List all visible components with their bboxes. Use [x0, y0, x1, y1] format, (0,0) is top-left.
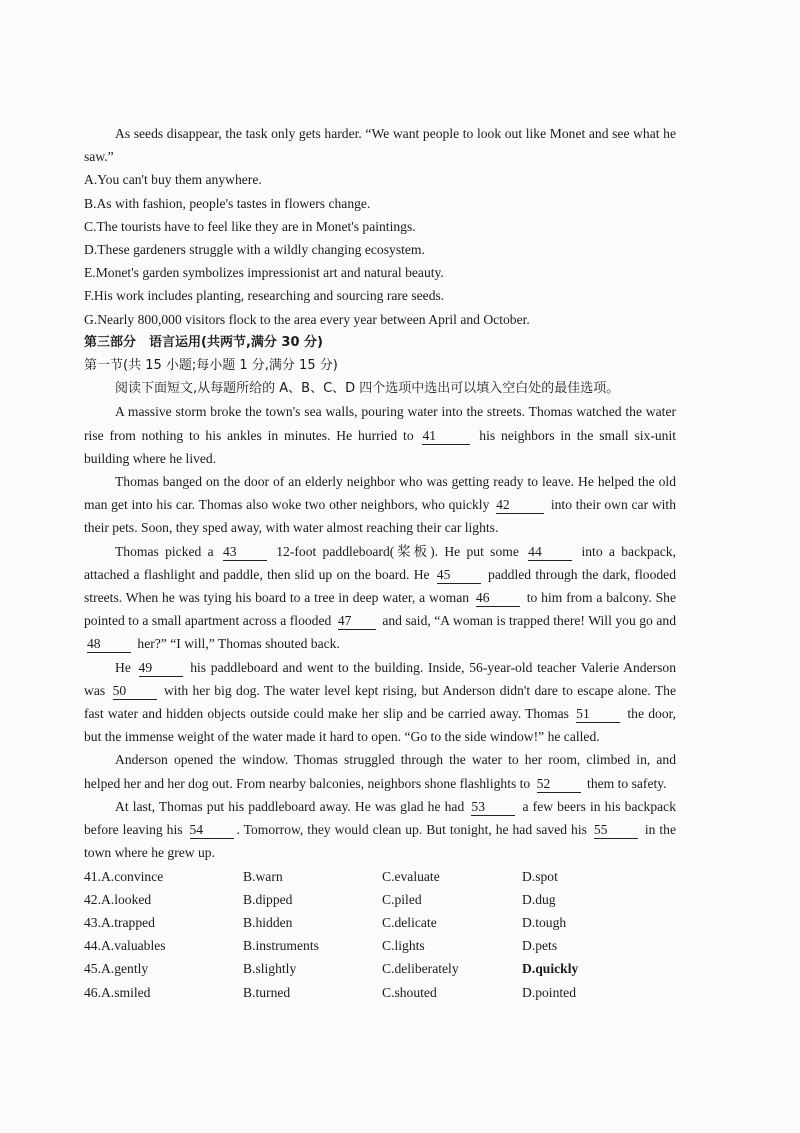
passage-paragraph-3 — [84, 540, 676, 656]
blank-54: 54 — [190, 821, 234, 839]
blank-44: 44 — [528, 543, 572, 561]
reading-paragraph: As seeds disappear, the task only gets harder. “We want people to look out like Monet and see what he saw.” — [84, 126, 676, 165]
choice-option-a: 46.A.smiled — [84, 984, 151, 1000]
choice-row-45 — [84, 957, 676, 980]
choice-row-43 — [84, 911, 676, 934]
choice-option-c: C.shouted — [382, 984, 437, 1000]
choice-option-d: D.pointed — [522, 984, 576, 1000]
choice-option-a: 42.A.looked — [84, 891, 152, 907]
passage-text: Anderson opened the window. Thomas struggled through the water to her room, climbed in, and helped her and her dog out. From nearby balconies, neighbors shone flashlights to — [84, 752, 676, 791]
passage-text: He — [115, 659, 131, 675]
blank-45: 45 — [437, 566, 481, 584]
passage-text: the door, but the immense weight of the water made it hard to open. “Go to the side window!” he called. — [84, 706, 677, 745]
reading-option-g: G.Nearly 800,000 visitors flock to the area every year between April and October. — [84, 311, 530, 327]
passage-text: At last, Thomas put his paddleboard away. He was glad he had — [115, 798, 465, 814]
passage-paragraph-4 — [84, 656, 676, 749]
choice-option-c: C.delicate — [382, 914, 437, 930]
reading-option-b: B.As with fashion, people's tastes in flowers change. — [84, 195, 371, 211]
passage-text: them to safety. — [587, 775, 667, 791]
passage-text: Thomas picked a — [115, 543, 214, 559]
passage-paragraph-2 — [84, 470, 676, 540]
cloze-instruction: 阅读下面短文,从每题所给的 A、B、C、D 四个选项中选出可以填入空白处的最佳选项。 — [115, 381, 620, 397]
blank-46: 46 — [476, 589, 520, 607]
choice-option-a: 43.A.trapped — [84, 914, 155, 930]
part3-heading: 第三部分 语言运用(共两节,满分 30 分) — [84, 334, 323, 350]
passage-text: his neighbors in the small six-unit building where he lived. — [84, 427, 677, 466]
blank-47: 47 — [338, 612, 376, 630]
passage-text: 12-foot paddleboard(桨板). He put some — [276, 543, 519, 559]
passage-text: his paddleboard and went to the building. Inside, 56-year-old teacher Valerie Anderson was — [84, 659, 677, 698]
reading-option-a: A.You can't buy them anywhere. — [84, 172, 262, 188]
choice-option-a: 45.A.gently — [84, 961, 149, 977]
choice-option-a: 41.A.convince — [84, 868, 164, 884]
reading-option-c: C.The tourists have to feel like they are in Monet's paintings. — [84, 218, 416, 234]
choice-option-a: 44.A.valuables — [84, 938, 166, 954]
passage-text: a few beers in his backpack before leaving his — [84, 798, 676, 838]
blank-42: 42 — [496, 496, 544, 514]
passage-text: and said, “A woman is trapped there! Will you go and — [382, 613, 676, 629]
reading-options — [84, 168, 676, 330]
choice-option-d: D.pets — [522, 938, 558, 954]
passage-text: her?” “I will,” Thomas shouted back. — [137, 636, 340, 652]
reading-option-d: D.These gardeners struggle with a wildly changing ecosystem. — [84, 242, 425, 258]
blank-48: 48 — [87, 635, 131, 653]
choice-row-44 — [84, 934, 676, 957]
choice-option-c: C.piled — [382, 891, 422, 907]
choice-row-42 — [84, 888, 676, 911]
reading-option-e: E.Monet's garden symbolizes impressionist art and natural beauty. — [84, 265, 444, 281]
choice-option-b: B.dipped — [243, 891, 293, 907]
blank-52: 52 — [537, 775, 581, 793]
blank-41: 41 — [422, 427, 470, 445]
choice-row-41 — [84, 865, 676, 888]
choice-option-c: C.deliberately — [382, 961, 459, 977]
blank-50: 50 — [113, 682, 157, 700]
passage-text: with her big dog. The water level kept rising, but Anderson didn't dare to escape alone. The fast water and hidden objects outside could make her slip and be carried away. Thomas — [84, 682, 676, 722]
choice-option-b: B.turned — [243, 984, 291, 1000]
choice-option-b: B.slightly — [243, 961, 297, 977]
blank-49: 49 — [139, 659, 183, 677]
reading-option-f: F.His work includes planting, researching and sourcing rare seeds. — [84, 288, 445, 304]
choice-row-46 — [84, 981, 676, 1004]
choice-option-c: C.evaluate — [382, 868, 440, 884]
passage-text: A massive storm broke the town's sea walls, pouring water into the streets. Thomas watched the water rise from nothing to his ankles in minutes. He hurried to — [84, 404, 676, 443]
passage-paragraph-5 — [84, 748, 676, 794]
choice-option-d: D.spot — [522, 868, 558, 884]
choice-option-b: B.warn — [243, 868, 283, 884]
choice-option-b: B.instruments — [243, 938, 319, 954]
blank-43: 43 — [223, 543, 267, 561]
passage-text: . Tomorrow, they would clean up. But tonight, he had saved his — [236, 822, 587, 838]
blank-53: 53 — [471, 798, 515, 816]
page-content — [84, 122, 676, 1004]
answer-choices — [84, 865, 676, 1004]
blank-55: 55 — [594, 821, 638, 839]
passage-text: in the town where he grew up. — [84, 822, 676, 861]
section1-heading: 第一节(共 15 小题;每小题 1 分,满分 15 分) — [84, 358, 338, 374]
passage-text: into a backpack, attached a flashlight and paddle, then slid up on the board. He — [84, 543, 676, 582]
choice-option-c: C.lights — [382, 938, 425, 954]
passage-text: into their own car with their pets. Soon, they sped away, with water almost reaching their car lights. — [84, 497, 676, 536]
choice-option-d: D.dug — [522, 891, 556, 907]
passage-text: Thomas banged on the door of an elderly neighbor who was getting ready to leave. He helped the old man get into his car. Thomas also woke two other neighbors, who quickly — [84, 474, 676, 513]
passage-text: to him from a balcony. She pointed to a small apartment across a flooded — [84, 590, 677, 629]
passage-text: paddled through the dark, flooded streets. When he was tying his board to a tree in deep water, a woman — [84, 566, 676, 606]
blank-51: 51 — [576, 705, 620, 723]
passage-paragraph-6 — [84, 795, 676, 865]
choice-option-b: B.hidden — [243, 914, 293, 930]
choice-option-d: D.quickly — [522, 961, 579, 977]
choice-option-d: D.tough — [522, 914, 567, 930]
passage-paragraph-1 — [84, 400, 676, 470]
